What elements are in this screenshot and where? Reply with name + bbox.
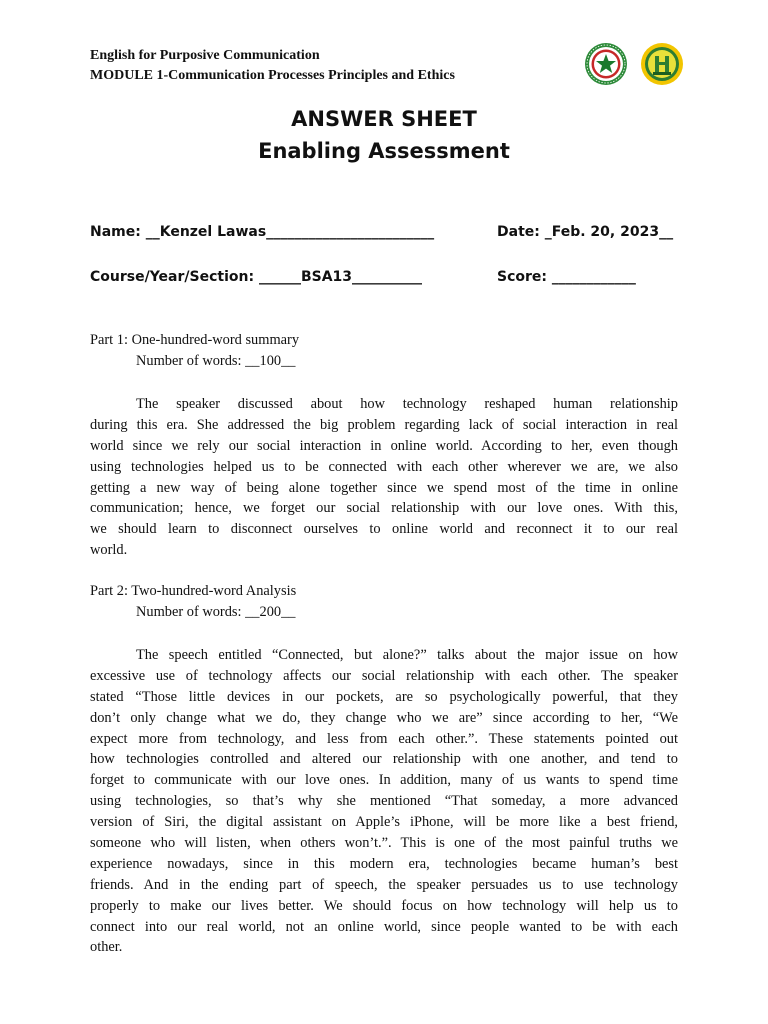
paragraph-line: stated “Those little devices in our pockets, are so psychologically powerful, that they [90, 688, 678, 705]
paragraph-line: The speech entitled “Connected, but alone?” talks about the major issue on how [136, 647, 678, 663]
score-field: Score: ____________ [497, 269, 636, 285]
part2-analysis-paragraph [90, 645, 678, 958]
part1-summary-paragraph [90, 394, 678, 561]
paragraph-line: The speaker discussed about how technology reshaped human relationship [136, 396, 678, 412]
paragraph-line: experience nowadays, since in this modern era, technologies became human’s best [90, 855, 678, 872]
seal-green-star-icon [584, 42, 628, 86]
paragraph-line: getting a new way of being alone together since we spend most of the time in online [90, 479, 678, 496]
part2-word-count: Number of words: __200__ [136, 604, 296, 620]
paragraph-line: someone who will listen, when others won’t.”. This is one of the most painful truths we [90, 835, 678, 852]
part2-title: Part 2: Two-hundred-word Analysis [90, 583, 297, 599]
paragraph-line: friends. And in the ending part of speech, the speaker persuades us to use technology [90, 876, 678, 893]
part1-title: Part 1: One-hundred-word summary [90, 332, 300, 348]
course-year-section-field: Course/Year/Section: ______BSA13__________ [90, 269, 423, 285]
answer-sheet-title: ANSWER SHEET [291, 107, 477, 131]
date-field: Date: _Feb. 20, 2023__ [497, 224, 674, 240]
part1-word-count: Number of words: __100__ [136, 353, 296, 369]
module-header: MODULE 1-Communication Processes Principles and Ethics [90, 68, 455, 83]
paragraph-line: connect into our real world, not an online world, since people wanted to be with each [90, 918, 678, 935]
paragraph-line: communication; hence, we forget our social relationship with our love ones. With this, [90, 500, 678, 517]
paragraph-line: how technologies controlled and altered our relationship with one another, and tend to [90, 751, 678, 768]
paragraph-line: using technologies helped us to be connected with each other wherever we are, we also [90, 458, 678, 475]
course-header: English for Purposive Communication [90, 48, 320, 63]
paragraph-line: using technologies, so that’s why she mentioned “That someday, a more advanced [90, 793, 678, 810]
paragraph-line: world since we rely our social interaction in online world. According to her, even though [90, 437, 678, 454]
assessment-subtitle: Enabling Assessment [258, 139, 510, 163]
paragraph-line: during this era. She addressed the big problem regarding lack of social interaction in real [90, 416, 678, 433]
paragraph-line: properly to make our lives better. We should focus on how technology will help us to [90, 897, 678, 914]
paragraph-line: forget to communicate with our love ones. In addition, many of us wants to spend time [90, 772, 678, 789]
name-field: Name: __Kenzel Lawas________________________ [90, 224, 435, 240]
paragraph-line: other. [90, 939, 123, 956]
paragraph-line: world. [90, 542, 128, 559]
paragraph-line: version of Siri, the digital assistant on Apple’s iPhone, will be more like a best friend, [90, 814, 678, 831]
paragraph-line: we should learn to disconnect ourselves to online world and reconnect it to our real [90, 521, 678, 538]
paragraph-line: expect more from technology, and less from each other.”. These statements pointed out [90, 730, 678, 747]
seal-yellow-green-icon [640, 42, 684, 86]
paragraph-line: excessive use of technology affects our social relationship with each other. The speaker [90, 667, 678, 684]
paragraph-line: don’t only change what we do, they change who we are” since according to her, “We [90, 709, 678, 726]
